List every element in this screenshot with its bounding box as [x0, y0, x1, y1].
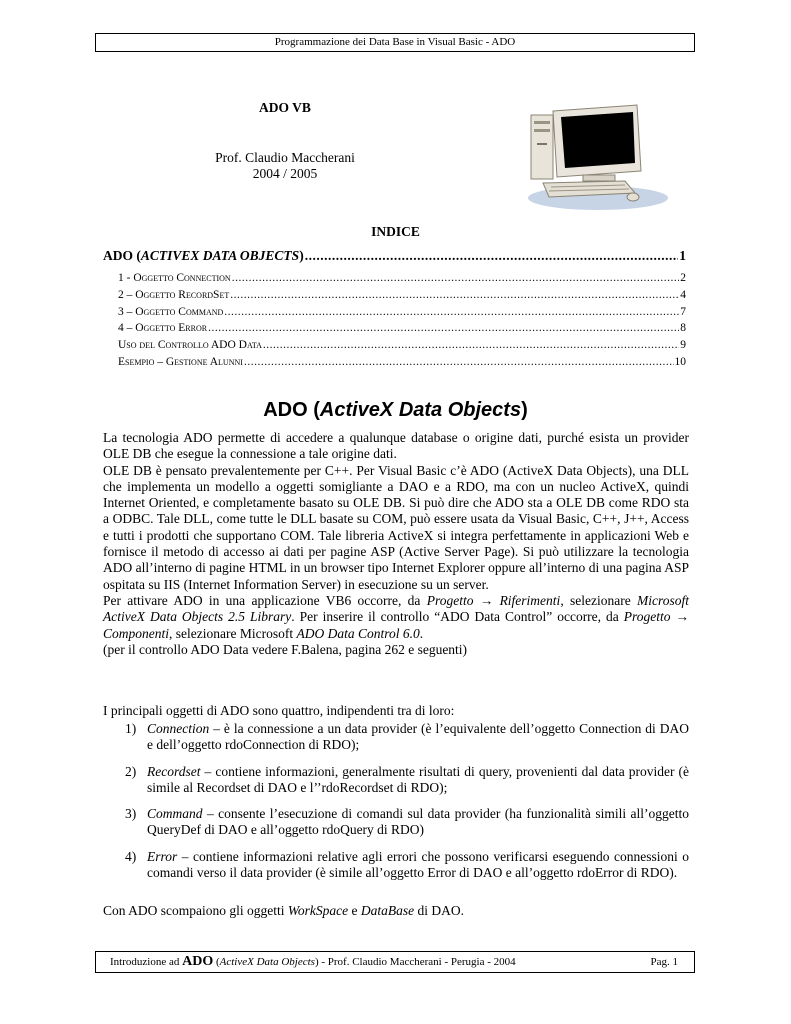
- paragraph-3: Per attivare ADO in una applicazione VB6 occorre, da Progetto → Riferimenti, selezionare Microsoft ActiveX Data Objects 2.5 Library. Per inserire il controllo “ADO Data Control” occorre, da Progetto → Componenti, selezionare Microsoft ADO Data Control 6.0.: [103, 592, 689, 641]
- toc-entry[interactable]: 3 – Oggetto Command ..... 7: [118, 306, 686, 318]
- doc-title: ADO VB: [259, 100, 311, 115]
- list-item: 2) Recordset – contiene informazioni, generalmente risultati di query, provenienti dal data provider (è simile al Recordset di DAO e l’’rdoRecordset di RDO);: [125, 763, 689, 795]
- section-heading: ADO (ActiveX Data Objects): [263, 399, 528, 421]
- paragraph-6: Con ADO scompaiono gli oggetti WorkSpace e DataBase di DAO.: [103, 903, 464, 918]
- toc-entry[interactable]: Esempio – Gestione Alunni ..... 10: [118, 356, 686, 368]
- toc-entry[interactable]: 2 – Oggetto RecordSet ..... 4: [118, 289, 686, 301]
- toc-entry[interactable]: 1 - Oggetto Connection ..... 2: [118, 272, 686, 284]
- list-item: 4) Error – contiene informazioni relative agli errori che possono verificarsi eseguendo connessioni o comandi verso il data provider (è simile all’oggetto Error di DAO e all’oggetto rdoError di RDO).: [125, 848, 689, 881]
- toc-main-page: 1: [679, 248, 686, 263]
- list-item: 3) Command – consente l’esecuzione di comandi sul data provider (ha funzionalità simili all’oggetto QueryDef di DAO e all’oggetto rdoQuery di RDO): [125, 806, 689, 838]
- toc-entry[interactable]: 4 – Oggetto Error ..... 8: [118, 322, 686, 334]
- toc-main-entry[interactable]: [103, 248, 686, 264]
- list-item: 1) Connection – è la connessione a un data provider (è l’equivalente dell’oggetto Connection di DAO e dell’oggetto rdoConnection di RDO);: [125, 721, 689, 753]
- doc-year: 2004 / 2005: [252, 166, 318, 181]
- computer-icon: [513, 103, 673, 215]
- footer-text: Introduzione ad ADO (ActiveX Data Objects) - Prof. Claudio Maccherani - Perugia - 2004: [110, 954, 516, 969]
- paragraph-1: La tecnologia ADO permette di accedere a qualunque database o origine dati, purché esista un provider OLE DB che esegue la connessione a tale origine dati.: [103, 430, 689, 462]
- paragraph-2: OLE DB è pensato prevalentemente per C++. Per Visual Basic c’è ADO (ActiveX Data Objects), una DLL che implementa un modello a oggetti somigliante a DAO e a RDO, ma con un nucleo ActiveX, quindi Internet Oriented, e completamente basato su OLE DB. Si può dire che ADO sta a OLE DB come RDO sta a ODBC. Tale DLL, come tutte le DLL basate su COM, può essere usata da Visual Basic, C++, J++, Access e tutti i prodotti che supportano COM. Tale libreria ActiveX si integra perfettamente in applicazioni Web e fornisce il metodo di accesso ai dati per pagine ASP (Active Server Page). Si può utilizzare la tecnologia ADO all’interno di pagine HTML in un browser tipo Internet Explorer oppure all’interno di una pagina ASP ospitata su IIS (Internet Information Server) in esecuzione su un server.: [103, 462, 689, 592]
- toc-entry[interactable]: Uso del Controllo ADO Data ..... 9: [118, 339, 686, 351]
- header-text: Programmazione dei Data Base in Visual Basic - ADO: [274, 36, 516, 48]
- body-paragraphs: [103, 430, 689, 658]
- doc-author: Prof. Claudio Maccherani: [215, 150, 355, 165]
- page-header: [95, 33, 695, 52]
- paragraph-5: I principali oggetti di ADO sono quattro, indipendenti tra di loro:: [103, 703, 455, 718]
- toc-main-label: ADO (ACTIVEX DATA OBJECTS): [103, 248, 304, 263]
- page-number: Pag. 1: [650, 956, 678, 968]
- toc-leader: [305, 248, 679, 264]
- page-footer: [95, 951, 695, 973]
- paragraph-4: (per il controllo ADO Data vedere F.Balena, pagina 262 e seguenti): [103, 641, 468, 657]
- objects-list: [103, 721, 689, 891]
- index-heading: INDICE: [371, 224, 420, 239]
